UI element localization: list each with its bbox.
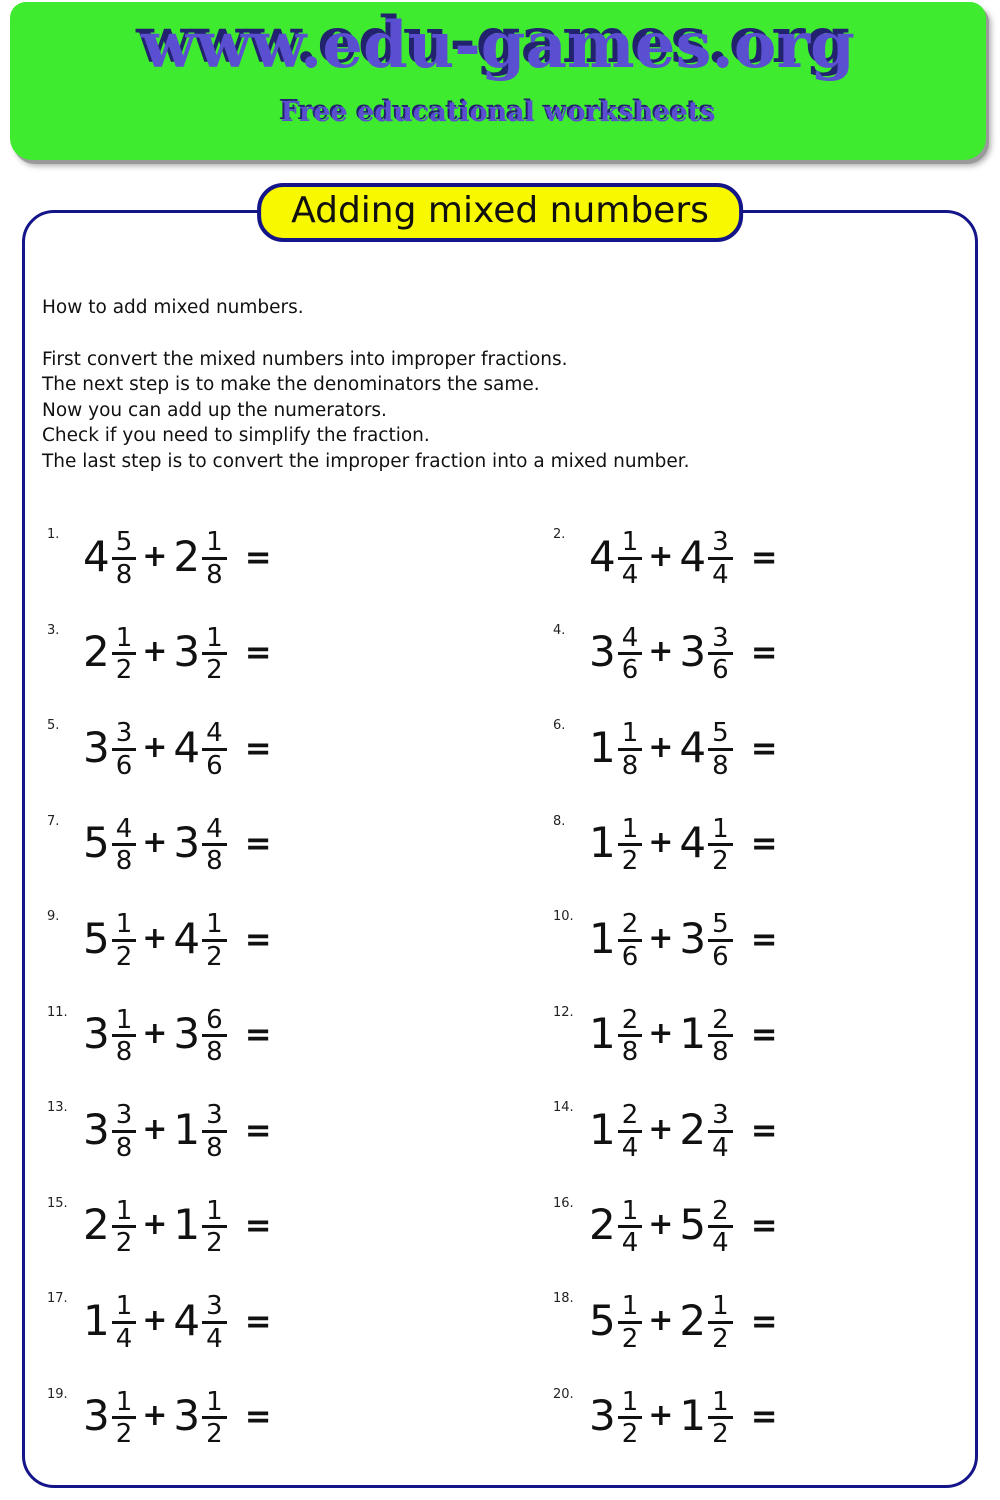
worksheet-title: Adding mixed numbers [291, 190, 709, 231]
first-fraction-denominator: 2 [115, 941, 133, 972]
second-fraction [708, 911, 733, 970]
problem-equation [83, 718, 272, 781]
first-mixed-whole: 1 [589, 722, 616, 772]
plus-operator: + [648, 920, 674, 956]
first-fraction-numerator: 1 [112, 1389, 137, 1420]
second-fraction [202, 1004, 227, 1068]
second-fraction-numerator: 3 [202, 1293, 227, 1324]
plus-operator: + [648, 825, 674, 861]
second-fraction-numerator: 5 [708, 720, 733, 751]
first-fraction-numerator: 3 [112, 1102, 137, 1133]
first-fraction-numerator: 2 [618, 1102, 643, 1133]
first-fraction [618, 1195, 643, 1259]
second-fraction-denominator: 2 [206, 941, 223, 972]
problem-item [531, 1273, 975, 1369]
second-mixed-whole: 3 [173, 1009, 201, 1059]
problem-equation [589, 1100, 778, 1163]
problem-number: 14. [553, 1100, 574, 1115]
plus-operator: + [142, 1398, 168, 1434]
problem-number: 20. [553, 1386, 574, 1402]
second-fraction-denominator: 2 [712, 1323, 729, 1354]
problem-item [25, 1178, 531, 1274]
first-fraction-denominator: 8 [115, 559, 133, 590]
first-fraction-numerator: 5 [112, 529, 137, 560]
first-mixed-whole: 2 [589, 1200, 616, 1250]
equals-sign: = [244, 824, 272, 863]
plus-operator: + [142, 1016, 168, 1052]
equals-sign: = [750, 1110, 778, 1149]
problem-item [25, 700, 531, 796]
problem-equation [589, 813, 778, 877]
instruction-step: Now you can add up the numerators. [42, 399, 387, 421]
equals-sign: = [244, 919, 272, 958]
equals-sign: = [750, 824, 778, 863]
equals-sign: = [244, 1015, 272, 1054]
second-fraction [202, 1195, 227, 1259]
problem-item [531, 1178, 975, 1274]
first-fraction-denominator: 8 [115, 1037, 133, 1068]
problem-equation [589, 1291, 778, 1354]
problem-item [25, 605, 531, 701]
problem-equation [83, 622, 272, 686]
problem-item [531, 1369, 975, 1465]
first-fraction-numerator: 3 [112, 720, 137, 751]
plus-operator: + [142, 825, 168, 861]
second-fraction-numerator: 3 [708, 1102, 733, 1133]
second-mixed-whole: 2 [679, 1104, 707, 1154]
problem-equation [83, 1004, 272, 1068]
second-fraction-numerator: 3 [202, 1102, 227, 1133]
equals-sign: = [750, 1015, 778, 1054]
second-mixed-whole: 4 [679, 818, 707, 868]
first-mixed-whole: 4 [589, 531, 616, 581]
second-fraction-numerator: 4 [202, 816, 227, 847]
second-fraction-denominator: 2 [712, 1419, 729, 1450]
instructions-steps [42, 347, 942, 475]
second-fraction-numerator: 2 [708, 1007, 733, 1038]
first-mixed-whole: 1 [589, 913, 616, 963]
first-fraction [112, 1102, 137, 1161]
first-fraction [112, 1293, 137, 1352]
equals-sign: = [244, 1206, 272, 1245]
problem-item [531, 605, 975, 701]
first-fraction [112, 529, 137, 588]
second-fraction [202, 1386, 227, 1450]
first-fraction [618, 720, 643, 779]
second-fraction-denominator: 2 [206, 655, 223, 686]
problem-equation [589, 909, 778, 972]
second-fraction-denominator: 6 [712, 655, 729, 686]
problem-item [531, 796, 975, 892]
first-fraction [112, 1195, 137, 1259]
equals-sign: = [244, 1110, 272, 1149]
problem-number: 2. [553, 527, 566, 542]
problem-number: 10. [553, 909, 574, 924]
plus-operator: + [142, 920, 168, 956]
second-fraction [708, 529, 733, 588]
second-fraction [708, 622, 733, 686]
first-mixed-whole: 1 [83, 1295, 110, 1345]
first-mixed-whole: 3 [83, 722, 110, 772]
second-fraction-numerator: 1 [708, 816, 733, 847]
first-fraction-numerator: 1 [618, 1198, 643, 1229]
problem-equation [589, 622, 778, 686]
equals-sign: = [750, 633, 778, 672]
equals-sign: = [750, 1397, 778, 1436]
first-fraction [112, 1386, 137, 1450]
second-mixed-whole: 1 [173, 1200, 201, 1250]
instruction-step: First convert the mixed numbers into improper fractions. [42, 348, 568, 370]
first-fraction-denominator: 8 [621, 1037, 639, 1068]
second-fraction-denominator: 4 [712, 1132, 729, 1163]
site-header [10, 2, 986, 160]
first-fraction-denominator: 6 [621, 941, 639, 972]
first-mixed-whole: 3 [589, 1391, 616, 1441]
second-fraction-denominator: 2 [712, 846, 729, 877]
second-fraction-denominator: 2 [206, 1419, 223, 1450]
first-fraction-numerator: 1 [112, 625, 137, 656]
problem-number: 16. [553, 1195, 574, 1211]
first-fraction-numerator: 1 [618, 1293, 643, 1324]
problem-number: 15. [47, 1195, 68, 1211]
problem-item [531, 1082, 975, 1178]
instruction-step: Check if you need to simplify the fraction. [42, 425, 430, 446]
plus-operator: + [648, 1016, 674, 1052]
problem-equation [83, 1100, 272, 1163]
first-fraction-numerator: 2 [618, 911, 643, 942]
second-fraction-denominator: 8 [206, 846, 223, 877]
second-fraction-denominator: 4 [206, 1323, 223, 1354]
second-fraction-numerator: 1 [202, 911, 227, 942]
first-fraction [618, 622, 643, 686]
second-mixed-whole: 3 [679, 913, 707, 963]
second-fraction [708, 1386, 733, 1450]
second-mixed-whole: 1 [679, 1391, 707, 1441]
plus-operator: + [648, 634, 674, 670]
first-mixed-whole: 1 [589, 1009, 616, 1059]
second-fraction [202, 622, 227, 686]
first-fraction [112, 720, 137, 779]
problem-equation [83, 527, 272, 590]
problem-item [25, 891, 531, 987]
first-fraction-denominator: 2 [621, 1419, 639, 1450]
second-mixed-whole: 4 [679, 531, 707, 581]
first-mixed-whole: 2 [83, 1200, 110, 1250]
first-mixed-whole: 5 [83, 818, 110, 868]
instructions-intro: How to add mixed numbers. [42, 297, 304, 318]
first-fraction-numerator: 1 [112, 1198, 137, 1229]
first-fraction-denominator: 2 [115, 1419, 133, 1450]
problem-equation [589, 1386, 778, 1450]
first-fraction [618, 911, 643, 970]
second-fraction-numerator: 2 [708, 1198, 733, 1229]
first-fraction-denominator: 8 [115, 846, 133, 877]
first-fraction [618, 1004, 643, 1068]
first-fraction [112, 1004, 137, 1068]
first-mixed-whole: 1 [589, 1104, 616, 1154]
plus-operator: + [648, 1207, 674, 1243]
problem-item [25, 987, 531, 1083]
second-fraction-numerator: 1 [708, 1389, 733, 1420]
second-fraction-numerator: 1 [202, 1198, 227, 1229]
second-fraction [202, 529, 227, 588]
problem-equation [589, 718, 778, 781]
problems-grid [25, 509, 975, 1464]
first-fraction-denominator: 8 [115, 1132, 133, 1163]
second-fraction-denominator: 6 [712, 941, 729, 972]
first-fraction-numerator: 1 [112, 911, 137, 942]
first-fraction-denominator: 6 [621, 655, 639, 686]
problem-item [25, 1273, 531, 1369]
second-fraction-numerator: 1 [202, 625, 227, 656]
problem-item [531, 891, 975, 987]
second-fraction-denominator: 6 [206, 750, 223, 781]
first-mixed-whole: 3 [589, 627, 616, 677]
equals-sign: = [244, 633, 272, 672]
first-fraction-numerator: 2 [618, 1007, 643, 1038]
first-mixed-whole: 3 [83, 1391, 110, 1441]
second-fraction-numerator: 3 [708, 529, 733, 560]
first-fraction [112, 911, 137, 970]
first-fraction-denominator: 2 [621, 1323, 639, 1354]
problem-item [25, 796, 531, 892]
first-fraction [618, 813, 643, 877]
problem-equation [83, 1195, 272, 1259]
problem-number: 8. [553, 813, 566, 829]
first-fraction-denominator: 8 [621, 750, 639, 781]
second-mixed-whole: 4 [173, 722, 201, 772]
plus-operator: + [648, 1111, 674, 1147]
second-fraction [708, 1004, 733, 1068]
second-fraction-denominator: 8 [206, 559, 223, 590]
second-fraction [708, 1102, 733, 1161]
problem-item [25, 1082, 531, 1178]
equals-sign: = [244, 537, 272, 576]
first-fraction [618, 1386, 643, 1450]
problem-equation [83, 909, 272, 972]
second-fraction-denominator: 8 [712, 750, 729, 781]
second-fraction-denominator: 4 [712, 559, 729, 590]
problem-item [531, 987, 975, 1083]
plus-operator: + [142, 538, 168, 574]
first-fraction [618, 1293, 643, 1352]
plus-operator: + [142, 1111, 168, 1147]
problem-number: 17. [47, 1291, 68, 1306]
plus-operator: + [648, 1302, 674, 1338]
problem-equation [83, 813, 272, 877]
second-fraction-denominator: 8 [712, 1037, 729, 1068]
first-mixed-whole: 2 [83, 627, 110, 677]
plus-operator: + [648, 538, 674, 574]
plus-operator: + [142, 1207, 168, 1243]
first-fraction [618, 1102, 643, 1161]
first-fraction-numerator: 1 [618, 529, 643, 560]
plus-operator: + [142, 1302, 168, 1338]
equals-sign: = [244, 1301, 272, 1340]
first-fraction-numerator: 4 [112, 816, 137, 847]
problem-number: 18. [553, 1291, 574, 1306]
problem-item [531, 700, 975, 796]
first-mixed-whole: 1 [589, 818, 616, 868]
equals-sign: = [750, 1206, 778, 1245]
problem-equation [83, 1291, 272, 1354]
second-mixed-whole: 3 [173, 818, 201, 868]
site-tagline: Free educational worksheets [280, 97, 716, 128]
second-fraction [202, 720, 227, 779]
second-fraction-denominator: 8 [206, 1037, 223, 1068]
problem-number: 13. [47, 1100, 68, 1115]
second-fraction [708, 813, 733, 877]
plus-operator: + [648, 729, 674, 765]
second-fraction [202, 1293, 227, 1352]
second-mixed-whole: 3 [173, 1391, 201, 1441]
second-mixed-whole: 2 [679, 1295, 707, 1345]
problem-number: 19. [47, 1386, 68, 1402]
instruction-step: The last step is to convert the improper fraction into a mixed number. [42, 450, 690, 472]
second-mixed-whole: 4 [173, 913, 201, 963]
worksheet-title-badge [257, 183, 743, 242]
first-fraction-numerator: 1 [112, 1293, 137, 1324]
first-mixed-whole: 5 [589, 1295, 616, 1345]
first-fraction-denominator: 4 [621, 559, 639, 590]
plus-operator: + [142, 729, 168, 765]
first-mixed-whole: 3 [83, 1104, 110, 1154]
problem-number: 11. [47, 1004, 68, 1020]
first-fraction-numerator: 1 [618, 1389, 643, 1420]
problem-equation [589, 1004, 778, 1068]
second-fraction [708, 1293, 733, 1352]
second-fraction [202, 813, 227, 877]
second-mixed-whole: 2 [173, 531, 201, 581]
equals-sign: = [750, 919, 778, 958]
problem-number: 12. [553, 1004, 574, 1020]
second-fraction-numerator: 4 [202, 720, 227, 751]
second-mixed-whole: 1 [679, 1009, 707, 1059]
second-fraction-numerator: 1 [202, 529, 227, 560]
second-fraction-denominator: 2 [206, 1228, 223, 1259]
second-fraction [202, 911, 227, 970]
second-fraction-numerator: 5 [708, 911, 733, 942]
problem-equation [83, 1386, 272, 1450]
second-fraction-numerator: 1 [708, 1293, 733, 1324]
equals-sign: = [244, 728, 272, 767]
problem-item [25, 1369, 531, 1465]
first-fraction-numerator: 1 [112, 1007, 137, 1038]
second-mixed-whole: 1 [173, 1104, 201, 1154]
equals-sign: = [750, 1301, 778, 1340]
problem-number: 5. [47, 718, 60, 733]
first-fraction-numerator: 1 [618, 816, 643, 847]
first-fraction-numerator: 1 [618, 720, 643, 751]
first-fraction-denominator: 2 [621, 846, 639, 877]
worksheet-body [22, 210, 978, 1488]
second-fraction-numerator: 1 [202, 1389, 227, 1420]
problem-equation [589, 527, 778, 590]
first-fraction-denominator: 4 [115, 1323, 133, 1354]
site-logo-text: www.edu-games.org [141, 8, 855, 83]
first-fraction [618, 529, 643, 588]
second-fraction [708, 720, 733, 779]
first-mixed-whole: 5 [83, 913, 110, 963]
equals-sign: = [750, 728, 778, 767]
problem-item [531, 509, 975, 605]
second-fraction-denominator: 8 [206, 1132, 223, 1163]
equals-sign: = [244, 1397, 272, 1436]
instruction-step: The next step is to make the denominators the same. [42, 374, 540, 395]
first-mixed-whole: 4 [83, 531, 110, 581]
first-fraction [112, 622, 137, 686]
problem-number: 4. [553, 622, 566, 638]
second-fraction-denominator: 4 [712, 1228, 729, 1259]
first-fraction [112, 813, 137, 877]
first-fraction-numerator: 4 [618, 625, 643, 656]
first-fraction-denominator: 2 [115, 1228, 133, 1259]
problem-number: 7. [47, 813, 60, 829]
problem-equation [589, 1195, 778, 1259]
instructions-block [42, 295, 942, 474]
second-fraction [202, 1102, 227, 1161]
equals-sign: = [750, 537, 778, 576]
second-mixed-whole: 5 [679, 1200, 707, 1250]
problem-item [25, 509, 531, 605]
problem-number: 9. [47, 909, 60, 924]
problem-number: 6. [553, 718, 566, 733]
second-mixed-whole: 3 [679, 627, 707, 677]
problem-number: 3. [47, 622, 60, 638]
first-fraction-denominator: 4 [621, 1228, 639, 1259]
second-fraction [708, 1195, 733, 1259]
first-fraction-denominator: 6 [115, 750, 133, 781]
second-fraction-numerator: 6 [202, 1007, 227, 1038]
second-fraction-numerator: 3 [708, 625, 733, 656]
plus-operator: + [142, 634, 168, 670]
first-fraction-denominator: 4 [621, 1132, 639, 1163]
second-mixed-whole: 4 [173, 1295, 201, 1345]
second-mixed-whole: 4 [679, 722, 707, 772]
first-mixed-whole: 3 [83, 1009, 110, 1059]
problem-number: 1. [47, 527, 60, 542]
plus-operator: + [648, 1398, 674, 1434]
second-mixed-whole: 3 [173, 627, 201, 677]
first-fraction-denominator: 2 [115, 655, 133, 686]
